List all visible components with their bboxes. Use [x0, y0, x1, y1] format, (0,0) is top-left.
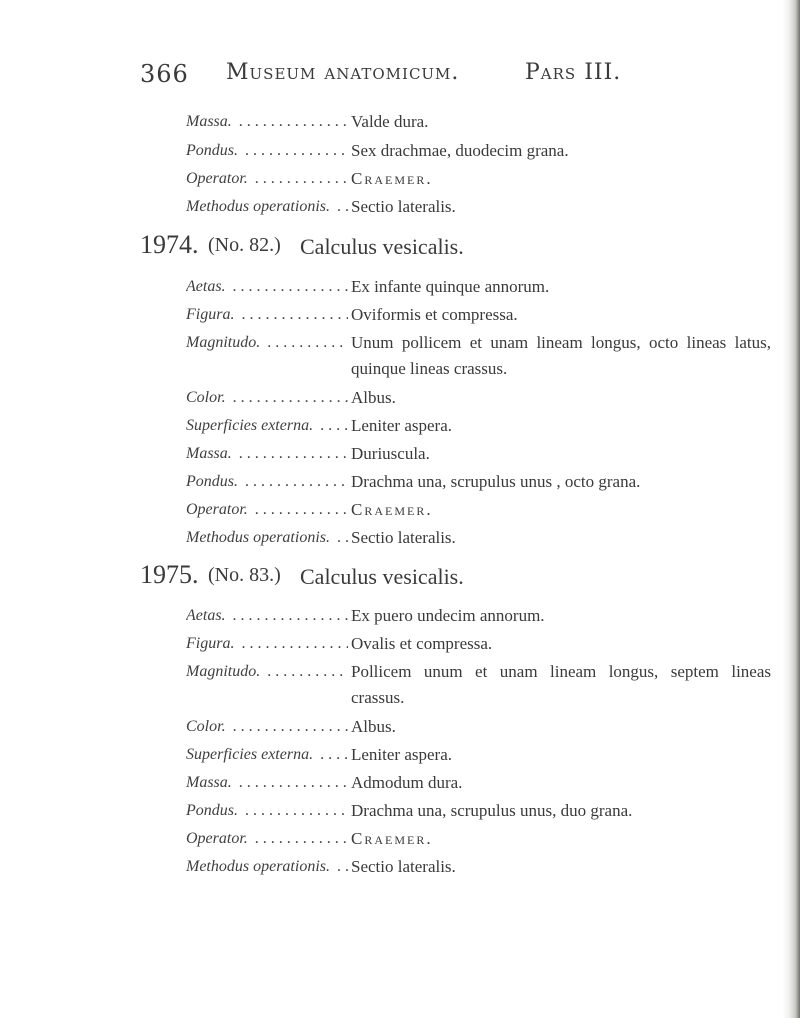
field-row [186, 302, 766, 328]
field-value: Albus. [351, 717, 396, 736]
field-label: Magnitudo. [186, 334, 263, 351]
entry-ref: (No. 83.) [208, 564, 281, 586]
field-value: Admodum dura. [351, 773, 463, 792]
page-header [140, 58, 700, 92]
field-row [186, 109, 766, 135]
field-row [186, 274, 766, 300]
entry-heading [140, 230, 540, 264]
field-row [186, 826, 766, 852]
field-label: Superficies externa. [186, 417, 316, 434]
field-label: Operator. [186, 830, 251, 847]
field-row [186, 166, 766, 192]
field-label: Color. [186, 389, 229, 406]
field-value: Leniter aspera. [351, 416, 452, 435]
field-value: Leniter aspera. [351, 745, 452, 764]
field-row [186, 441, 766, 467]
field-value: Oviformis et compressa. [351, 305, 518, 324]
page-number: 366 [140, 60, 189, 88]
entry-number: 1974. [140, 230, 199, 259]
entry-title: Calculus vesicalis. [300, 234, 464, 259]
field-value: Unum pollicem et unam lineam longus, octo lineas latus, quinque lineas crassus. [351, 333, 771, 378]
field-label: Methodus operationis. [186, 858, 333, 875]
field-label: Pondus. [186, 473, 241, 490]
field-value: Drachma una, scrupulus unus , octo grana. [351, 472, 641, 491]
field-row [186, 385, 766, 411]
field-value: Ovalis et compressa. [351, 634, 493, 653]
field-label: Methodus operationis. [186, 198, 333, 215]
field-label: Operator. [186, 170, 251, 187]
entry-title: Calculus vesicalis. [300, 564, 464, 589]
field-value: Craemer. [351, 500, 433, 519]
field-row [186, 194, 766, 220]
field-label: Methodus operationis. [186, 529, 333, 546]
field-row [186, 497, 766, 523]
page-edge-shadow [782, 0, 800, 1018]
entry-heading [140, 560, 540, 594]
field-label: Aetas. [186, 607, 229, 624]
field-label: Figura. [186, 635, 237, 652]
field-label: Operator. [186, 501, 251, 518]
field-value: Duriuscula. [351, 444, 430, 463]
field-label: Figura. [186, 306, 237, 323]
field-label: Color. [186, 718, 229, 735]
field-row [186, 413, 766, 439]
field-label: Massa. [186, 113, 235, 130]
field-row [186, 138, 766, 164]
field-label: Pondus. [186, 142, 241, 159]
field-row [186, 854, 766, 880]
field-label: Massa. [186, 774, 235, 791]
field-row [186, 525, 766, 551]
field-label: Massa. [186, 445, 235, 462]
running-title: Museum anatomicum. [226, 60, 460, 85]
field-row [186, 603, 766, 629]
field-label: Aetas. [186, 278, 229, 295]
field-row [186, 330, 771, 382]
field-value: Sectio lateralis. [351, 857, 456, 876]
field-value: Sectio lateralis. [351, 528, 456, 547]
field-value: Albus. [351, 388, 396, 407]
part-label: Pars III. [525, 60, 622, 85]
field-label: Magnitudo. [186, 663, 263, 680]
field-value: Sex drachmae, duodecim grana. [351, 141, 569, 160]
field-row [186, 798, 766, 824]
field-label: Superficies externa. [186, 746, 316, 763]
field-value: Craemer. [351, 169, 433, 188]
field-row [186, 631, 766, 657]
field-value: Craemer. [351, 829, 433, 848]
field-row [186, 770, 766, 796]
entry-ref: (No. 82.) [208, 234, 281, 256]
field-row [186, 659, 771, 711]
field-value: Sectio lateralis. [351, 197, 456, 216]
field-value: Ex puero undecim annorum. [351, 606, 545, 625]
field-value: Drachma una, scrupulus unus, duo grana. [351, 801, 633, 820]
field-row [186, 714, 766, 740]
entry-number: 1975. [140, 560, 199, 589]
field-value: Ex infante quinque annorum. [351, 277, 550, 296]
field-row [186, 742, 766, 768]
field-row [186, 469, 766, 495]
field-label: Pondus. [186, 802, 241, 819]
field-value: Valde dura. [351, 112, 429, 131]
field-value: Pollicem unum et unam lineam longus, septem lineas crassus. [351, 662, 771, 707]
